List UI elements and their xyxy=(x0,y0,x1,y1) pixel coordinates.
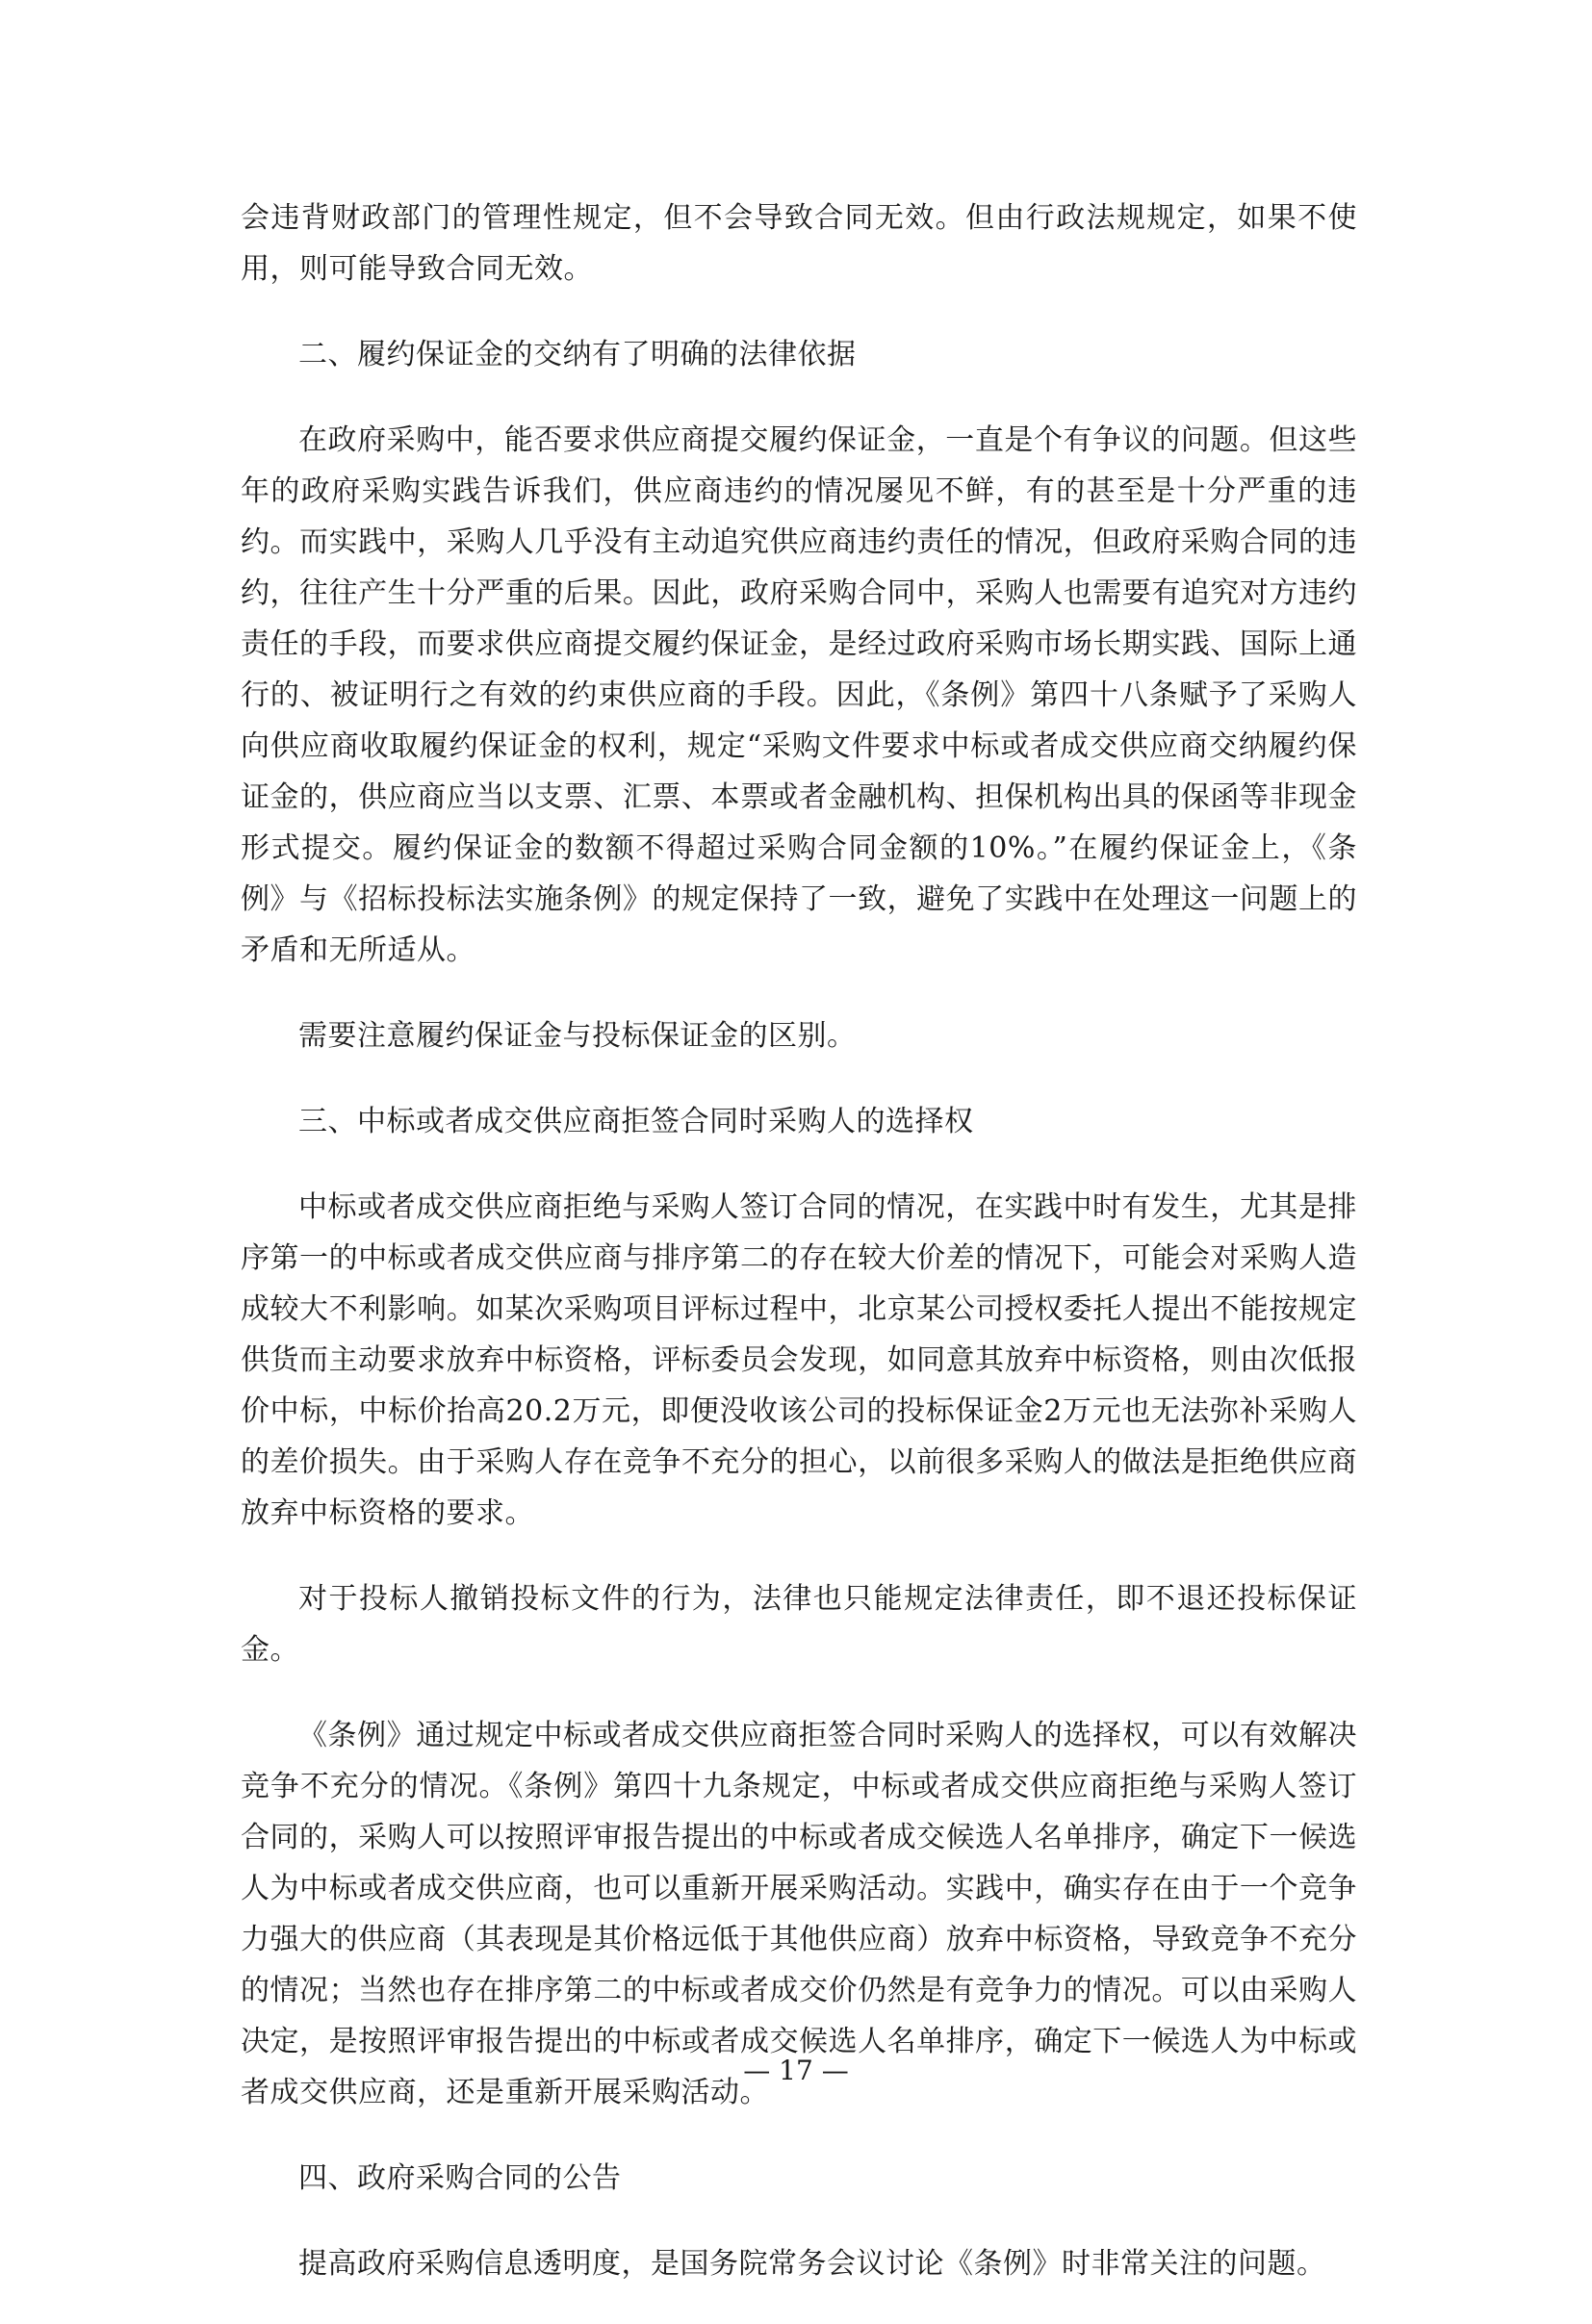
section-heading-4: 四、政府采购合同的公告 xyxy=(298,2161,622,2195)
section-heading-3: 三、中标或者成交供应商拒签合同时采购人的选择权 xyxy=(298,1105,974,1138)
document-body xyxy=(241,192,1357,2324)
paragraph-refusal-cases: 中标或者成交供应商拒绝与采购人签订合同的情况，在实践中时有发生，尤其是排序第一的中标或者成交供应商与排序第二的存在较大价差的情况下，可能会对采购人造成较大不利影响。如某次采购项目评标过程中，北京某公司授权委托人提出不能按规定供货而主动要求放弃中标资格，评标委员会发现，如同意其放弃中标资格，则由次低报价中标，中标价抬高20.2万元，即便没收该公司的投标保证金2万元也无法弥补采购人的差价损失。由于采购人存在竞争不充分的担心，以前很多采购人的做法是拒绝供应商放弃中标资格的要求。 xyxy=(241,1190,1357,1530)
paragraph-regulation-49: 《条例》通过规定中标或者成交供应商拒签合同时采购人的选择权，可以有效解决竞争不充分的情况。《条例》第四十九条规定，中标或者成交供应商拒绝与采购人签订合同的，采购人可以按照评审报告提出的中标或者成交候选人名单排序，确定下一候选人为中标或者成交供应商，也可以重新开展采购活动。实践中，确实存在由于一个竞争力强大的供应商（其表现是其价格远低于其他供应商）放弃中标资格，导致竞争不充分的情况；当然也存在排序第二的中标或者成交价仍然是有竞争力的情况。可以由采购人决定，是按照评审报告提出的中标或者成交候选人名单排序，确定下一候选人为中标或者成交供应商，还是重新开展采购活动。 xyxy=(241,1719,1357,2109)
paragraph-transparency: 提高政府采购信息透明度，是国务院常务会议讨论《条例》时非常关注的问题。 xyxy=(298,2247,1326,2281)
paragraph-performance-bond: 在政府采购中，能否要求供应商提交履约保证金，一直是个有争议的问题。但这些年的政府采购实践告诉我们，供应商违约的情况屡见不鲜，有的甚至是十分严重的违约。而实践中，采购人几乎没有主动追究供应商违约责任的情况，但政府采购合同的违约，往往产生十分严重的后果。因此，政府采购合同中，采购人也需要有追究对方违约责任的手段，而要求供应商提交履约保证金，是经过政府采购市场长期实践、国际上通行的、被证明行之有效的约束供应商的手段。因此，《条例》第四十八条赋予了采购人向供应商收取履约保证金的权利，规定“采购文件要求中标或者成交供应商交纳履约保证金的，供应商应当以支票、汇票、本票或者金融机构、担保机构出具的保函等非现金形式提交。履约保证金的数额不得超过采购合同金额的10%。”在履约保证金上，《条例》与《招标投标法实施条例》的规定保持了一致，避免了实践中在处理这一问题上的矛盾和无所适从。 xyxy=(241,423,1357,967)
paragraph-bid-withdrawal: 对于投标人撤销投标文件的行为，法律也只能规定法律责任，即不退还投标保证金。 xyxy=(241,1582,1357,1667)
page-number: — 17 — xyxy=(743,2055,849,2086)
section-heading-2: 二、履约保证金的交纳有了明确的法律依据 xyxy=(298,338,857,371)
paragraph-continuation: 会违背财政部门的管理性规定，但不会导致合同无效。但由行政法规规定，如果不使用，则可能导致合同无效。 xyxy=(241,201,1357,286)
paragraph-bond-distinction: 需要注意履约保证金与投标保证金的区别。 xyxy=(298,1019,857,1053)
